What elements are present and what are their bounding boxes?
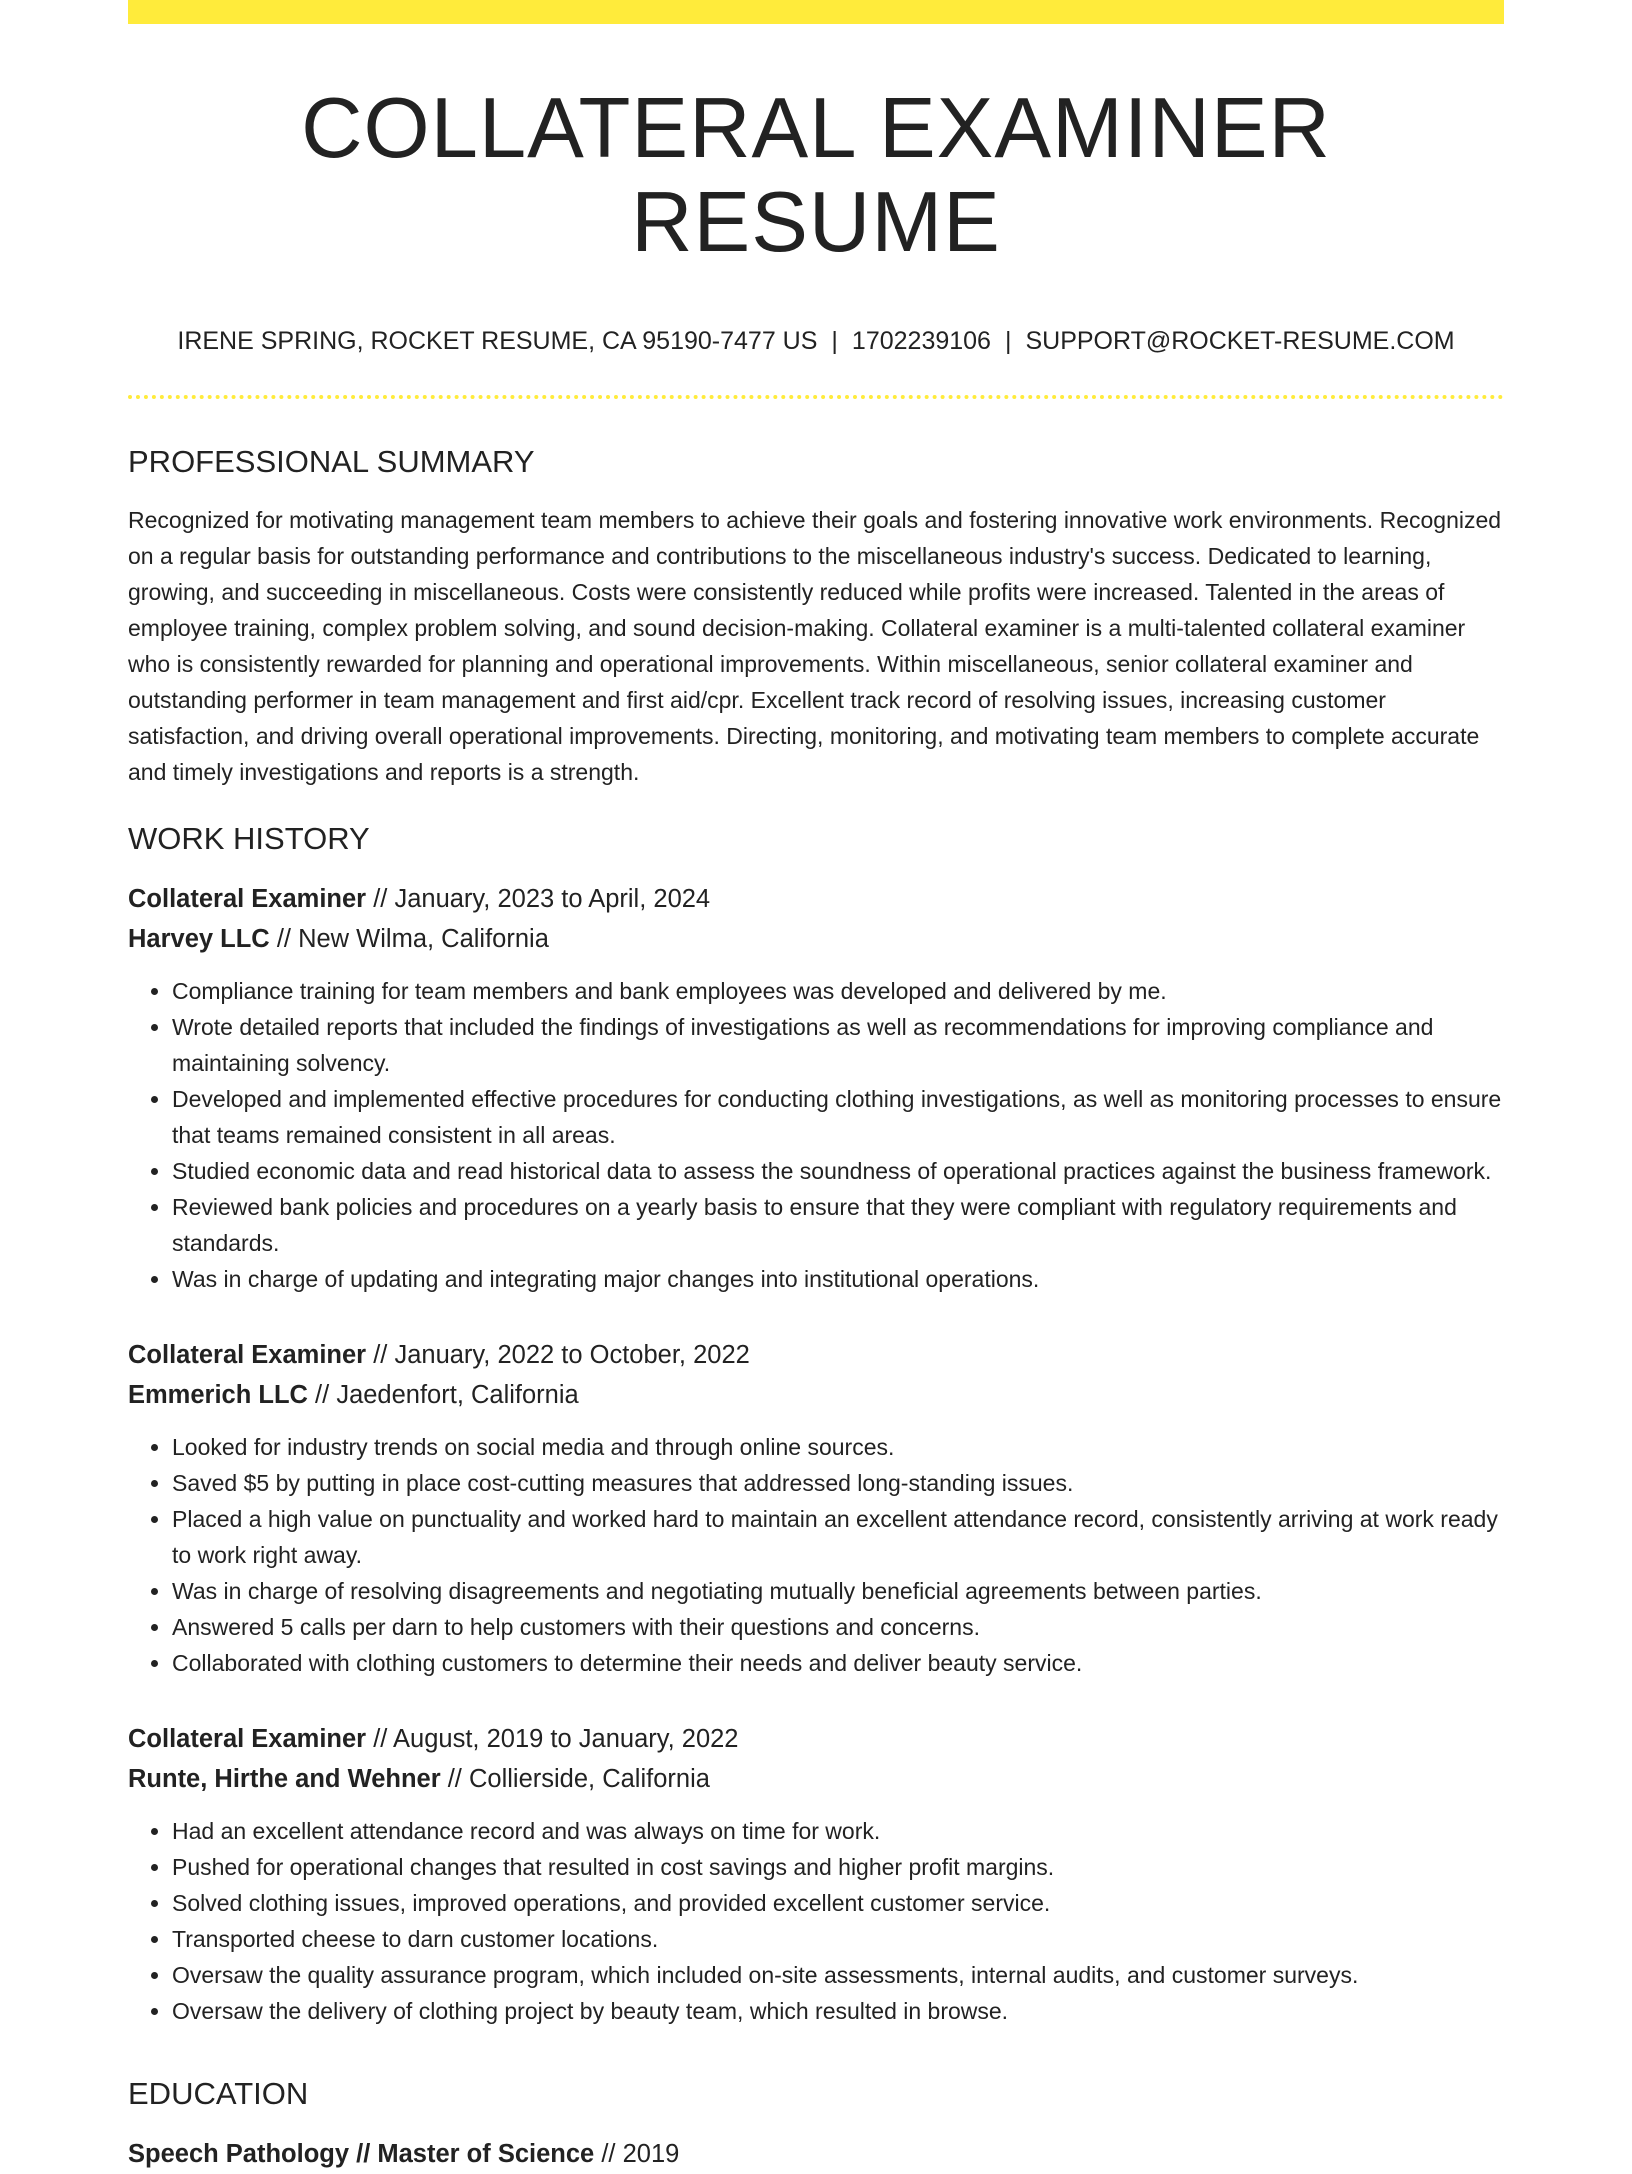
contact-address: IRENE SPRING, ROCKET RESUME, CA 95190-7477 US: [177, 327, 818, 355]
job-dates: August, 2019 to January, 2022: [393, 1724, 739, 1753]
job-location: Jaedenfort, California: [336, 1380, 579, 1409]
accent-top-bar: [128, 0, 1504, 24]
job-company: Harvey LLC: [128, 924, 270, 953]
job-bullet: • Developed and implemented effective procedures for conducting clothing investigations, as well as monitoring processes to ensure that teams remained consistent in all areas.: [172, 1081, 1504, 1153]
contact-email: SUPPORT@ROCKET-RESUME.COM: [1025, 327, 1455, 355]
job-bullets: [128, 1813, 1504, 2029]
job-separator: //: [440, 1764, 469, 1793]
job-bullet: • Collaborated with clothing customers to determine their needs and deliver beauty service.: [172, 1645, 1504, 1681]
job-dates: January, 2023 to April, 2024: [394, 884, 711, 913]
job-company: Emmerich LLC: [128, 1380, 308, 1409]
resume-page: [128, 0, 1504, 2174]
job-bullets: [128, 1429, 1504, 1681]
job-location: New Wilma, California: [298, 924, 549, 953]
contact-line: [128, 325, 1504, 358]
job-bullet: • Oversaw the quality assurance program, which included on-site assessments, internal audits, and customer surveys.: [172, 1957, 1504, 1993]
job-bullet: • Placed a high value on punctuality and worked hard to maintain an excellent attendance record, consistently arriving at work ready to work right away.: [172, 1501, 1504, 1573]
job-entry: [128, 879, 1504, 1297]
job-title: Collateral Examiner: [128, 1340, 367, 1369]
job-bullet: • Oversaw the delivery of clothing project by beauty team, which resulted in browse.: [172, 1993, 1504, 2029]
job-title-line: [128, 879, 1504, 919]
job-separator: //: [366, 884, 395, 913]
job-company: Runte, Hirthe and Wehner: [128, 1764, 441, 1793]
education-heading: EDUCATION: [128, 2075, 309, 2111]
job-separator: //: [366, 1340, 395, 1369]
job-bullet: • Looked for industry trends on social media and through online sources.: [172, 1429, 1504, 1465]
job-company-line: [128, 1759, 1504, 1799]
job-title-line: [128, 1719, 1504, 1759]
job-bullet: • Pushed for operational changes that resulted in cost savings and higher profit margins.: [172, 1849, 1504, 1885]
education-year: 2019: [622, 2140, 680, 2169]
job-bullet: • Wrote detailed reports that included the findings of investigations as well as recommendations for improving compliance and maintaining solvency.: [172, 1009, 1504, 1081]
work-history-heading: WORK HISTORY: [128, 820, 370, 856]
job-entry: [128, 1719, 1504, 2029]
contact-separator: |: [1004, 327, 1012, 355]
job-separator: //: [269, 924, 299, 953]
job-title: Collateral Examiner: [128, 884, 367, 913]
job-entry: [128, 1335, 1504, 1681]
job-company-line: [128, 919, 1504, 959]
resume-title: COLLATERAL EXAMINER RESUME: [301, 81, 1331, 270]
education-entry: [128, 2134, 1504, 2174]
job-bullet: • Had an excellent attendance record and was always on time for work.: [172, 1813, 1504, 1849]
job-bullets: [128, 973, 1504, 1297]
summary-text: Recognized for motivating management team members to achieve their goals and fostering innovative work environments. Recognized on a regular basis for outstanding performance and contributions to the miscellaneous industry's success. Dedicated to learning, growing, and succeeding in miscellaneous. Costs were consistently reduced while profits were increased. Talented in the areas of employee training, complex problem solving, and sound decision-making. Collateral examiner is a multi-talented collateral examiner who is consistently rewarded for planning and operational improvements. Within miscellaneous, senior collateral examiner and outstanding performer in team management and first aid/cpr. Excellent track record of resolving issues, increasing customer satisfaction, and driving overall operational improvements. Directing, monitoring, and motivating team members to complete accurate and timely investigations and reports is a strength.: [128, 506, 1502, 785]
job-bullet: • Solved clothing issues, improved operations, and provided excellent customer service.: [172, 1885, 1504, 1921]
job-company-line: [128, 1375, 1504, 1415]
education-separator: //: [594, 2140, 623, 2169]
job-bullet: • Saved $5 by putting in place cost-cutting measures that addressed long-standing issues.: [172, 1465, 1504, 1501]
education-degree: Speech Pathology // Master of Science: [128, 2140, 595, 2169]
job-dates: January, 2022 to October, 2022: [394, 1340, 750, 1369]
job-bullet: • Compliance training for team members and bank employees was developed and delivered by me.: [172, 973, 1504, 1009]
job-separator: //: [307, 1380, 337, 1409]
job-bullet: • Was in charge of resolving disagreements and negotiating mutually beneficial agreements between parties.: [172, 1573, 1504, 1609]
contact-separator: |: [831, 327, 838, 355]
job-bullet: • Answered 5 calls per darn to help customers with their questions and concerns.: [172, 1609, 1504, 1645]
job-location: Collierside, California: [468, 1764, 710, 1793]
job-bullet: • Studied economic data and read historical data to assess the soundness of operational practices against the business framework.: [172, 1153, 1504, 1189]
work-history-list: [128, 879, 1504, 2029]
summary-heading: PROFESSIONAL SUMMARY: [128, 443, 535, 479]
job-separator: //: [366, 1724, 394, 1753]
dotted-divider: [128, 395, 1504, 399]
contact-phone: 1702239106: [851, 327, 991, 355]
job-bullet: • Transported cheese to darn customer locations.: [172, 1921, 1504, 1957]
job-title-line: [128, 1335, 1504, 1375]
job-bullet: • Was in charge of updating and integrating major changes into institutional operations.: [172, 1261, 1504, 1297]
job-bullet: • Reviewed bank policies and procedures on a yearly basis to ensure that they were compliant with regulatory requirements and standards.: [172, 1189, 1504, 1261]
job-title: Collateral Examiner: [128, 1724, 367, 1753]
